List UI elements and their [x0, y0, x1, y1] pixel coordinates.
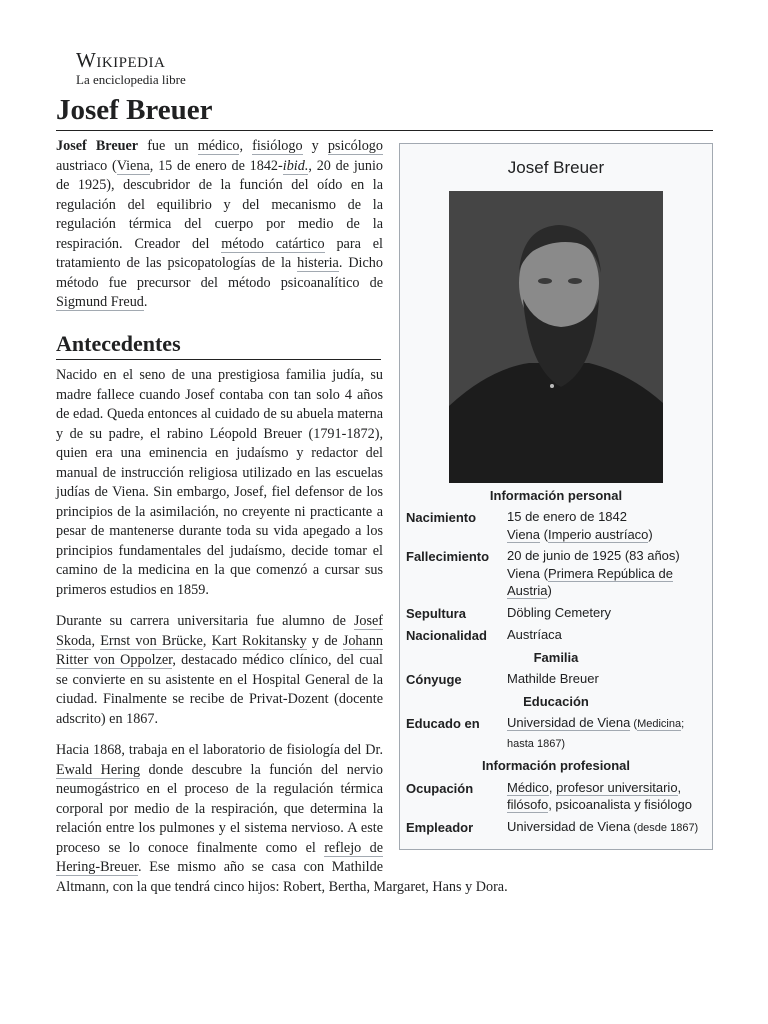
text: Viena (: [507, 565, 548, 581]
label-educado: Educado en: [406, 716, 480, 732]
text: ): [648, 526, 653, 542]
text: ): [547, 583, 552, 599]
link-ewald-hering[interactable]: Ewald Hering: [56, 761, 141, 778]
label-nacimiento: Nacimiento: [406, 510, 477, 526]
link-medico[interactable]: Médico: [507, 779, 549, 795]
link-sigmund-freud[interactable]: Sigmund Freud: [56, 294, 144, 311]
portrait-photo[interactable]: [449, 191, 663, 483]
value-nacimiento: [507, 508, 706, 543]
row-empleador: [406, 818, 706, 838]
section-educacion: Educación: [523, 693, 589, 709]
text: , 15 de enero de 1842-: [149, 157, 283, 174]
link-medicina[interactable]: Medicina: [637, 718, 682, 731]
label-empleador: Empleador: [406, 819, 474, 835]
text: y de: [306, 632, 343, 649]
text: para el tratamiento de las psicopatologías de la: [56, 235, 383, 272]
link-ernst-von-brucke[interactable]: Ernst von Brücke: [100, 632, 203, 649]
value-empleador: [507, 818, 706, 838]
row-sepultura: [406, 604, 706, 623]
value-conyuge: Mathilde Breuer: [507, 671, 599, 687]
text: Hacia 1868, trabaja en el laboratorio de fisiología del Dr.: [56, 742, 383, 759]
birth-date: 15 de enero de 1842: [507, 509, 627, 525]
label-conyuge: Cónyuge: [406, 672, 462, 688]
text: . Dicho método fue precursor del método psicoanalítico de: [56, 255, 383, 291]
portrait-illustration: [449, 191, 663, 483]
page-title: Josef Breuer: [56, 94, 713, 131]
text: (: [540, 526, 548, 542]
link-fisiologo[interactable]: fisiólogo: [252, 138, 303, 155]
section-heading-antecedentes: Antecedentes: [56, 331, 381, 360]
link-histeria[interactable]: histeria: [297, 255, 339, 272]
text: ,: [677, 779, 682, 795]
subject-name: Josef Breuer: [56, 138, 139, 155]
row-educado: [406, 714, 706, 753]
text: (: [630, 718, 638, 731]
text: y: [302, 138, 328, 155]
logo-wordmark: Wikipedia: [76, 48, 166, 72]
row-ocupacion: [406, 779, 706, 814]
link-medico[interactable]: médico: [197, 138, 240, 155]
text: , psicoanalista y fisiólogo: [548, 797, 693, 813]
text: fue un: [138, 138, 198, 155]
label-ocupacion: Ocupación: [406, 780, 474, 796]
article-page: [56, 0, 713, 909]
link-johann-ritter-von-oppolzer[interactable]: Johann Ritter von Oppolzer: [56, 632, 384, 669]
section-personal: Información personal: [489, 487, 623, 503]
link-imperio-austriaco[interactable]: Imperio austríaco: [547, 526, 649, 542]
section-profesional: Información profesional: [481, 758, 631, 774]
infobox-title: Josef Breuer: [507, 158, 605, 178]
value-educado: [507, 714, 706, 753]
section-familia: Familia: [533, 649, 579, 665]
value-sepultura: Döbling Cemetery: [507, 604, 612, 620]
article-body: [56, 137, 713, 897]
text: donde descubre la función del nervio neumogástrico en el proceso de la regulación térmica corporal por medio de la respiración, que determina la relación entre los pulmones y el sistema nervioso. A este proceso se lo conoce finalmente como el: [56, 761, 383, 856]
text: ,: [202, 632, 212, 649]
wikipedia-logo[interactable]: [76, 50, 713, 86]
text: ,: [239, 138, 253, 155]
link-reflejo-hering-breuer[interactable]: reflejo de Hering-Breuer: [56, 839, 383, 876]
link-metodo-catartico[interactable]: método catártico: [221, 235, 325, 252]
value-nacionalidad: Austríaca: [507, 627, 562, 643]
value-fallecimiento: [507, 547, 706, 600]
link-josef-skoda[interactable]: Josef Skoda: [56, 613, 383, 649]
link-viena[interactable]: Viena: [116, 157, 150, 174]
text: Durante su carrera universitaria fue alumno de: [56, 613, 354, 630]
text: , 20 de junio de 1925), descubridor de la función del oído en la regulación del equilibrio y del mecanismo de la regulación térmica del cuerpo por medio de la respiración. Creador del: [56, 157, 384, 252]
text: , destacado médico clínico, del cual se convierte en su asistente en el Hospital General de la ciudad. Finalmente se recibe de Privat-Dozent (docente adscrito) en 1867.: [56, 652, 384, 727]
link-psicologo[interactable]: psicólogo: [327, 138, 383, 155]
text: Universidad de Viena: [507, 818, 631, 834]
paragraph-antecedentes: Nacido en el seno de una prestigiosa familia judía, su madre fallece cuando Josef contaba con tan solo 4 años de edad. Queda entonces al cuidado de su abuela materna y de su padre, el rabino Léopold Breuer (1791-1872), quien era una eminencia en judaísmo y redactor del manual de instrucción religiosa utilizado en las escuelas judías de Viena. Sin embargo, Josef, fiel defensor de los principios de la asimilación, no creyente ni practicante a pesar de mantenerse durante toda su vida apegado a los principios fundamentales del judaísmo, decide tomar el camino de la medicina en la que comenzó a cursar sus primeros estudios en 1859.: [56, 367, 383, 598]
text: austriaco (: [56, 157, 117, 174]
row-fallecimiento: [406, 547, 706, 600]
link-profesor-universitario[interactable]: profesor universitario: [556, 779, 678, 795]
row-conyuge: [406, 670, 706, 689]
ibid-text: ibid.: [282, 157, 309, 174]
text: . Ese mismo año se casa con Mathilde Altmann, con la que tendrá cinco hijos: Robert, Bertha, Margaret, Hans y Dora.: [56, 859, 508, 895]
link-universidad-viena[interactable]: Universidad de Viena: [507, 715, 631, 731]
text: ; hasta 1867): [507, 718, 685, 750]
infobox: [399, 143, 713, 850]
link-primera-republica[interactable]: Primera República de Austria: [507, 565, 673, 599]
row-nacimiento: [406, 508, 706, 543]
link-viena[interactable]: Viena: [507, 526, 541, 542]
link-kart-rokitansky[interactable]: Kart Rokitansky: [211, 632, 307, 649]
logo-tagline: La enciclopedia libre: [76, 72, 186, 87]
label-fallecimiento: Fallecimiento: [406, 549, 490, 565]
label-nacionalidad: Nacionalidad: [406, 628, 487, 644]
row-nacionalidad: [406, 626, 706, 645]
text: ,: [548, 779, 557, 795]
label-sepultura: Sepultura: [406, 605, 466, 621]
text: (desde 1867): [630, 821, 699, 834]
death-date: 20 de junio de 1925 (83 años): [507, 548, 680, 564]
link-ibid[interactable]: [283, 158, 309, 175]
text: .: [143, 294, 148, 311]
text: ,: [91, 632, 101, 649]
link-filosofo[interactable]: filósofo: [507, 797, 549, 813]
value-ocupacion: [507, 779, 706, 814]
